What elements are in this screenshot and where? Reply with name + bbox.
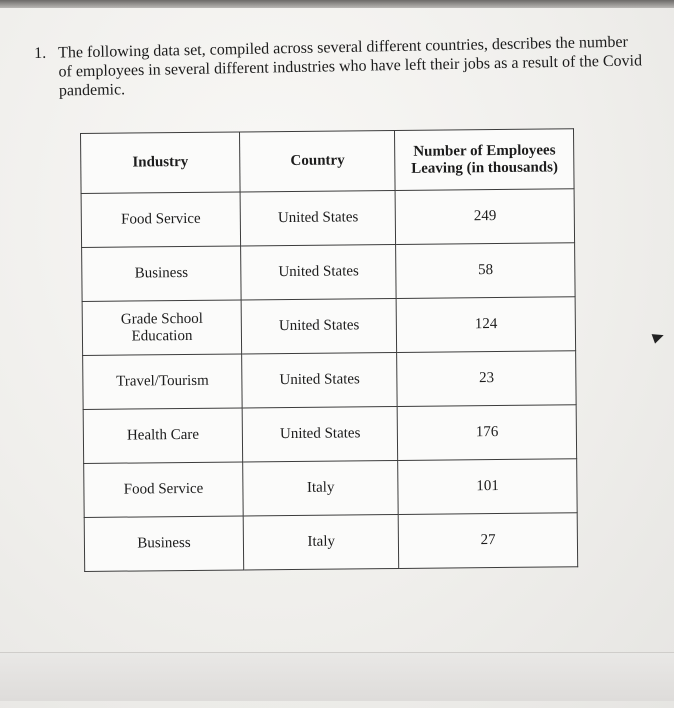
- table-row: [82, 243, 575, 302]
- cell-employees: 124: [397, 297, 576, 353]
- cell-employees: 249: [396, 189, 575, 245]
- question-text: The following data set, compiled across several different countries, describes the number of employees in several different industries who have left their jobs as a result of the Covid pandemic.: [58, 33, 643, 100]
- cell-employees: 27: [399, 513, 578, 569]
- table-row: [84, 513, 577, 572]
- table-header-row: [81, 129, 575, 194]
- question-number: 1.: [34, 44, 47, 62]
- cell-country: United States: [240, 190, 396, 245]
- cell-industry: Business: [82, 246, 242, 302]
- cell-industry: Health Care: [83, 408, 243, 464]
- cell-country: United States: [241, 298, 397, 353]
- paper-bottom-fold: [0, 652, 674, 701]
- header-industry: Industry: [81, 132, 241, 194]
- cell-employees: 176: [398, 405, 577, 461]
- employees-table: [80, 128, 578, 572]
- header-employees-leaving: Number of Employees Leaving (in thousands): [395, 129, 574, 191]
- cell-country: United States: [242, 352, 398, 407]
- cell-industry: Food Service: [81, 192, 241, 248]
- cell-country: United States: [242, 406, 398, 461]
- cell-employees: 58: [396, 243, 575, 299]
- cell-industry: Business: [84, 516, 244, 572]
- table-row: [82, 297, 575, 356]
- table-row: [83, 351, 576, 410]
- table-row: [84, 459, 577, 518]
- cell-industry: Food Service: [84, 462, 244, 518]
- cell-country: United States: [241, 244, 397, 299]
- cell-industry: Travel/Tourism: [83, 354, 243, 410]
- cell-industry: Grade School Education: [82, 300, 242, 356]
- table-row: [83, 405, 576, 464]
- table-row: [81, 189, 574, 248]
- header-country: Country: [240, 130, 396, 191]
- question-block: [34, 32, 645, 101]
- cell-employees: 101: [398, 459, 577, 515]
- cell-country: Italy: [243, 514, 399, 569]
- photo-top-edge: [0, 0, 674, 8]
- cell-employees: 23: [397, 351, 576, 407]
- cell-country: Italy: [243, 460, 399, 515]
